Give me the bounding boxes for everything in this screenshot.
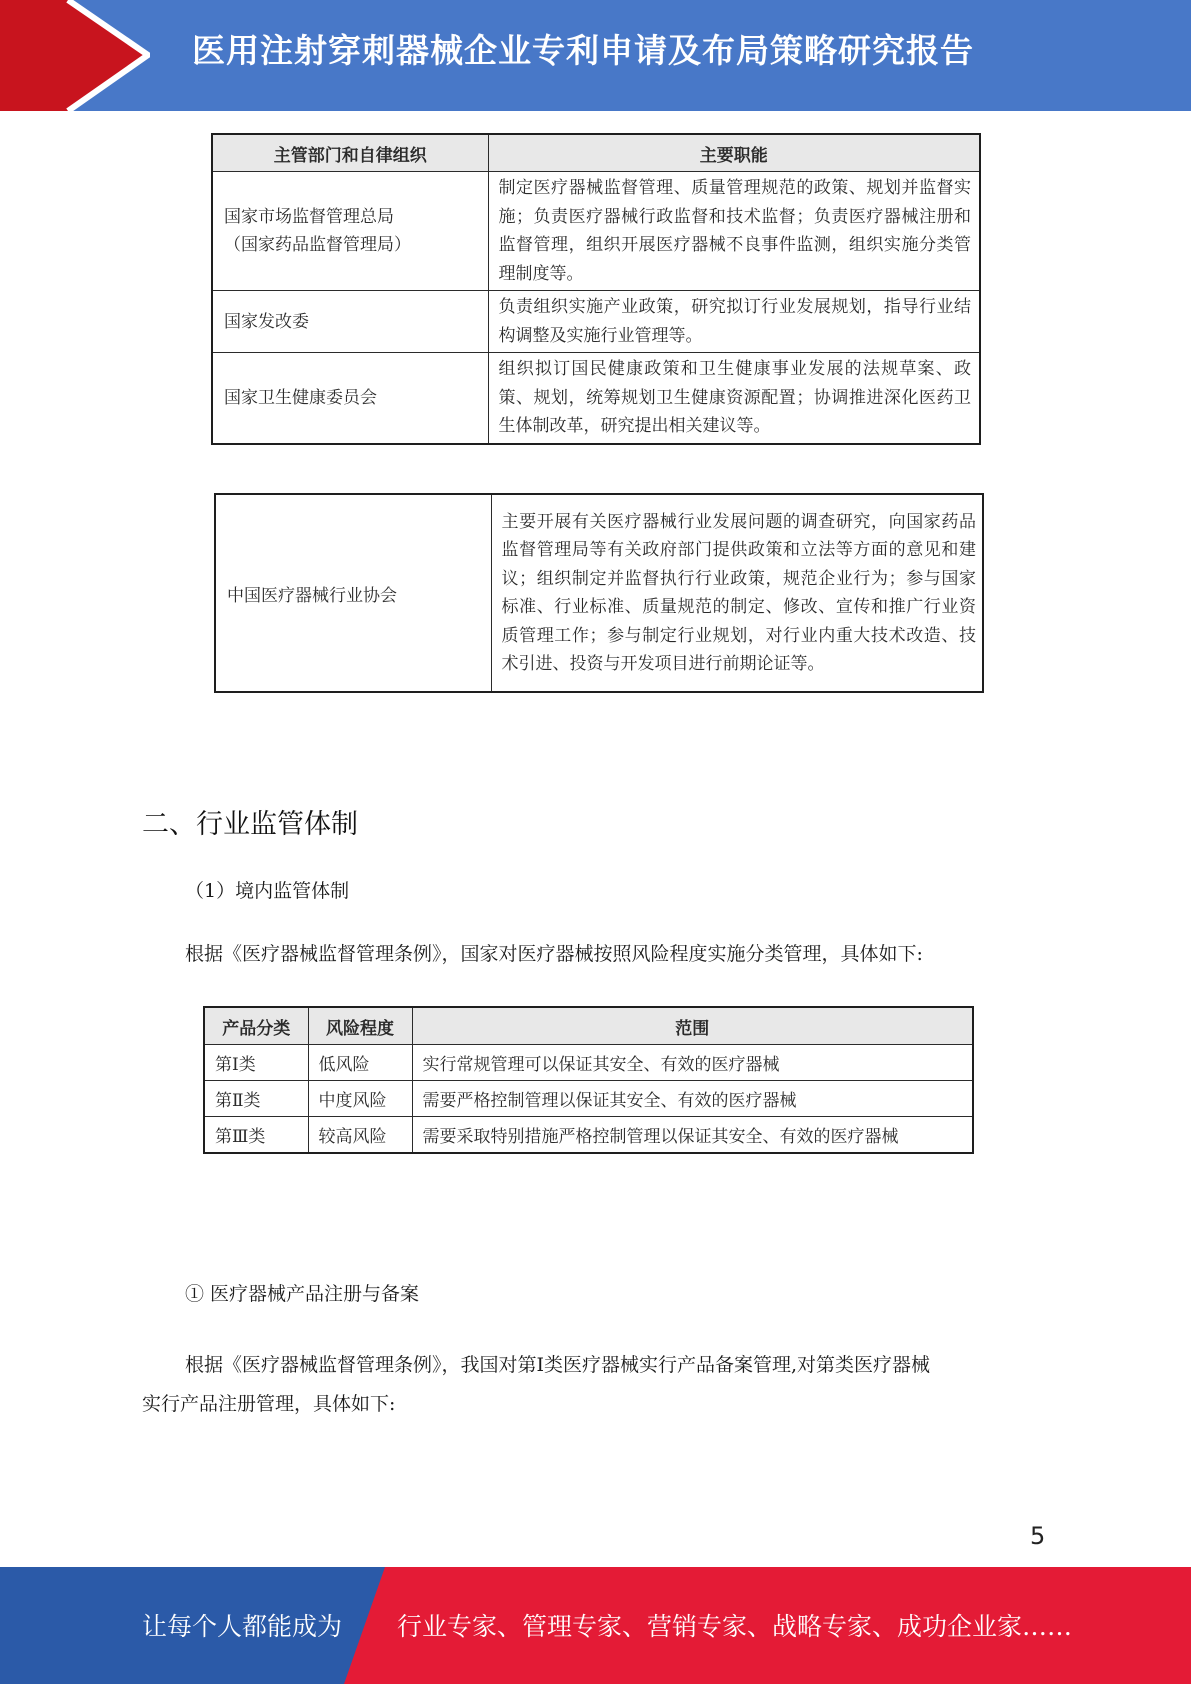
page-number: 5 bbox=[1030, 1522, 1046, 1550]
class-cell: 第Ⅰ类 bbox=[204, 1045, 308, 1081]
table-row bbox=[212, 172, 980, 291]
org-cell: 中国医疗器械行业协会 bbox=[215, 494, 491, 692]
footer-slogan-left: 让每个人都能成为 bbox=[142, 1612, 343, 1641]
column-header: 主要职能 bbox=[488, 134, 980, 172]
scope-cell: 实行常规管理可以保证其安全、有效的医疗器械 bbox=[412, 1045, 973, 1081]
scope-cell: 需要严格控制管理以保证其安全、有效的医疗器械 bbox=[412, 1081, 973, 1117]
paragraph-line: 实行产品注册管理，具体如下: bbox=[142, 1393, 396, 1415]
org-cell: 国家卫生健康委员会 bbox=[212, 353, 488, 444]
paragraph: 根据《医疗器械监督管理条例》，国家对医疗器械按照风险程度实施分类管理，具体如下: bbox=[185, 943, 923, 965]
duty-cell: 组织拟订国民健康政策和卫生健康事业发展的法规草案、政策、规划，统筹规划卫生健康资源配置；协调推进深化医药卫生体制改革，研究提出相关建议等。 bbox=[488, 353, 980, 444]
association-table bbox=[214, 493, 984, 693]
page-footer bbox=[0, 1567, 1191, 1684]
classification-table bbox=[203, 1006, 974, 1154]
table-row bbox=[204, 1081, 973, 1117]
section-heading: 二、行业监管体制 bbox=[142, 809, 358, 840]
departments-table bbox=[211, 133, 981, 445]
org-cell bbox=[212, 172, 488, 291]
duty-cell: 负责组织实施产业政策，研究拟订行业发展规划，指导行业结构调整及实施行业管理等。 bbox=[488, 291, 980, 353]
risk-cell: 较高风险 bbox=[308, 1117, 412, 1154]
table-row bbox=[204, 1045, 973, 1081]
report-title: 医用注射穿刺器械企业专利申请及布局策略研究报告 bbox=[192, 31, 974, 70]
table-row bbox=[215, 494, 983, 692]
duty-cell: 制定医疗器械监督管理、质量管理规范的政策、规划并监督实施；负责医疗器械行政监督和技术监督；负责医疗器械注册和监督管理，组织开展医疗器械不良事件监测，组织实施分类管理制度等。 bbox=[488, 172, 980, 291]
subsection-title: ① 医疗器械产品注册与备案 bbox=[185, 1283, 420, 1305]
header-red-arrow-shape bbox=[0, 0, 150, 111]
table-row bbox=[212, 353, 980, 444]
org-cell: 国家发改委 bbox=[212, 291, 488, 353]
subsection-title: （1）境内监管体制 bbox=[185, 880, 350, 902]
column-header: 主管部门和自律组织 bbox=[212, 134, 488, 172]
duty-cell: 主要开展有关医疗器械行业发展问题的调查研究，向国家药品监督管理局等有关政府部门提供政策和立法等方面的意见和建议；组织制定并监督执行行业政策，规范企业行为；参与国家标准、行业标准、质量规范的制定、修改、宣传和推广行业资质管理工作；参与制定行业规划，对行业内重大技术改造、技术引进、投资与开发项目进行前期论证等。 bbox=[491, 494, 983, 692]
paragraph-line: 根据《医疗器械监督管理条例》，我国对第Ⅰ类医疗器械实行产品备案管理,对第类医疗器械 bbox=[185, 1354, 931, 1376]
scope-cell: 需要采取特别措施严格控制管理以保证其安全、有效的医疗器械 bbox=[412, 1117, 973, 1154]
footer-slogan-right: 行业专家、管理专家、营销专家、战略专家、成功企业家…… bbox=[397, 1612, 1073, 1641]
risk-cell: 低风险 bbox=[308, 1045, 412, 1081]
table-row bbox=[204, 1117, 973, 1154]
page-header bbox=[0, 0, 1191, 111]
class-cell: 第Ⅱ类 bbox=[204, 1081, 308, 1117]
class-cell: 第Ⅲ类 bbox=[204, 1117, 308, 1154]
table-header-row bbox=[212, 134, 980, 172]
org-name: 国家市场监督管理总局 bbox=[224, 207, 394, 227]
org-alias: （国家药品监督管理局） bbox=[224, 235, 411, 255]
column-header: 产品分类 bbox=[204, 1007, 308, 1045]
table-header-row bbox=[204, 1007, 973, 1045]
column-header: 风险程度 bbox=[308, 1007, 412, 1045]
column-header: 范围 bbox=[412, 1007, 973, 1045]
table-row bbox=[212, 291, 980, 353]
risk-cell: 中度风险 bbox=[308, 1081, 412, 1117]
